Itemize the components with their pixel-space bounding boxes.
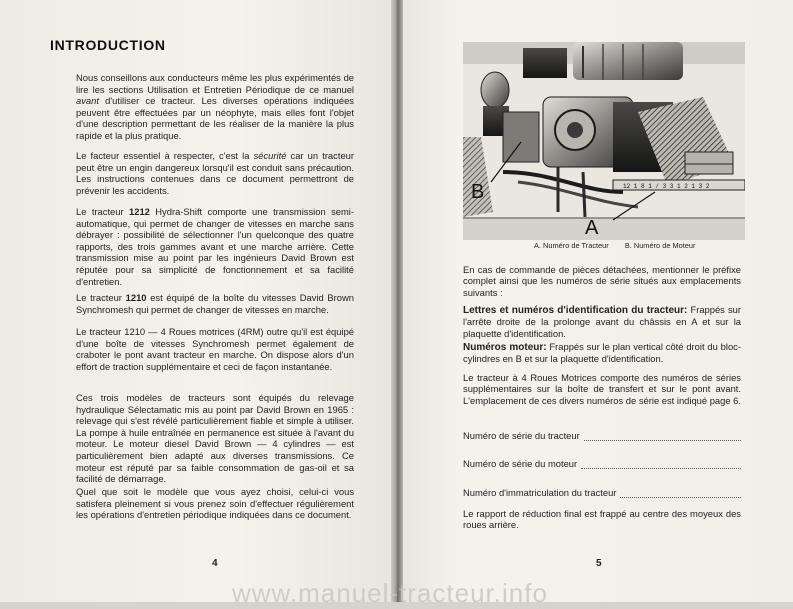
caption-a: A. Numéro de Tracteur (534, 241, 609, 250)
engine-number-paragraph: Numéros moteur: Frappés sur le plan vertical côté droit du bloc-cylindres en B et sur la plaquette d'identification. (463, 341, 741, 365)
serial-stamp: 12 1 8 1 / 3 3 1 2 1 3 2 (623, 183, 710, 190)
intro-paragraph-3: Le tracteur 1212 Hydra-Shift comporte une transmission semi-automatique, qui permet de changer de vitesses en marche sans débrayer : possibilité de sélectionner l'un quelconque des quatre rapports, des trois gammes avant et une marche arrière. Cette transmission mise au point par les ingénieurs David Brown est réputée pour sa simplicité de fonctionnement et sa facilité d'entretien. (76, 206, 355, 287)
tractor-id-paragraph: Lettres et numéros d'identification du tracteur: Frappés sur l'arrête droite de la prolonge avant du châssis en A et sur la plaquette d'identification. (463, 304, 742, 339)
engine-illustration (463, 42, 745, 240)
intro-paragraph-2: Le facteur essentiel à respecter, c'est la sécurité car un tracteur peut être un engin dangereux lorsqu'il est conduit sans précaution. Les instructions contenues dans ce document permettront de prévenir les accidents. (76, 150, 354, 196)
site-watermark: www.manuel-tracteur.info (232, 578, 548, 608)
intro-paragraph-4: Le tracteur 1210 est équipé de la boîte du vitesses David Brown Synchromesh qui permet de changer de vitesses en marche. (76, 292, 354, 315)
label-b: B (471, 181, 485, 203)
tractor-serial-field[interactable]: Numéro de série du tracteur (463, 430, 741, 441)
intro-paragraph-6: Ces trois modèles de tracteurs sont équipés du relevage hydraulique Sélectamatic mis au point par David Brown en 1965 : relevage qui s'est révélé particulièrement fiable et simple à utiliser. La pompe à huile entraînée en permanence est située à l'avant du moteur. Le moteur diesel David Brown — 4 cylindres — est particulièrement bien adapté aux diverses transmissions. Ce moteur est réputé par sa faible consommation de gas-oil et sa facilité de démarrage. (76, 392, 354, 485)
page-number-left: 4 (212, 558, 218, 569)
parts-order-paragraph: En cas de commande de pièces détachées, mentionner le préfixe complet ainsi que les numéros de série situés aux emplacements suivants : (463, 264, 741, 298)
figure-caption (534, 241, 709, 250)
intro-paragraph-7: Quel que soit le modèle que vous ayez choisi, celui-ci vous satisfera pleinement si vous prenez soin d'effectuer régulièrement les opérations d'entretien périodique indiquées dans ce document. (76, 486, 354, 521)
intro-paragraph-1: Nous conseillons aux conducteurs même les plus expérimentés de lire les sections Utilisation et Entretien Périodique de ce manuel avant d'utiliser ce tracteur. Les diverses opérations indiquées peuvent être effectuées par un néophyte, mais elles font l'objet d'une description permettant de les réaliser de la manière la plus rapide et la plus pratique. (76, 72, 354, 141)
4wd-serials-paragraph: Le tracteur à 4 Roues Motrices comporte des numéros de séries supplémentaires sur la boîte de transfert et sur le pont avant. L'emplacement de ces divers numéros de série est indiqué page 6. (463, 372, 741, 406)
page-number-right: 5 (596, 558, 602, 569)
label-a: A (585, 217, 599, 239)
registration-field[interactable]: Numéro d'immatriculation du tracteur (463, 487, 741, 498)
book-gutter (391, 0, 403, 602)
engine-serial-field[interactable]: Numéro de série du moteur (463, 458, 741, 469)
engine-photo (463, 42, 745, 240)
final-drive-paragraph: Le rapport de réduction final est frappé au centre des moyeux des roues arrière. (463, 508, 741, 531)
caption-b: B. Numéro de Moteur (624, 241, 696, 250)
page-title: INTRODUCTION (50, 37, 166, 53)
intro-paragraph-5: Le tracteur 1210 — 4 Roues motrices (4RM) outre qu'il est équipé d'une boîte de vitesses Synchromesh permet également de craboter le pont avant tracteur en marche. On dispose alors d'un effort de traction supplémentaire et ceci de façon instantanée. (76, 326, 354, 372)
